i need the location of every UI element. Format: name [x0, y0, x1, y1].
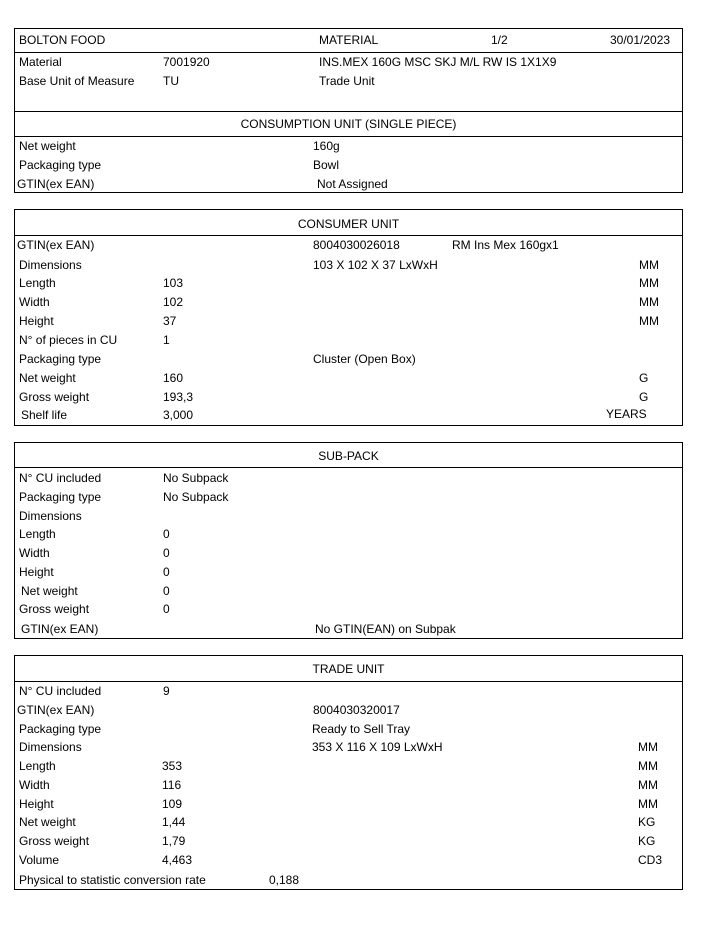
net-weight-value: 0: [163, 584, 170, 598]
rule: [14, 889, 683, 890]
gross-weight-label: Gross weight: [19, 390, 90, 404]
rule: [14, 638, 683, 639]
height-value: 0: [163, 565, 170, 579]
net-weight-label: Net weight: [21, 584, 78, 598]
length-value: 103: [163, 276, 184, 290]
gtin-label: GTIN(ex EAN): [21, 622, 99, 636]
unit: KG: [638, 834, 656, 848]
rule: [14, 111, 683, 112]
packaging-type-label: Packaging type: [19, 490, 102, 504]
height-label: Height: [19, 797, 54, 811]
cu-included-value: No Subpack: [163, 471, 229, 485]
gross-weight-value: 1,79: [162, 834, 186, 848]
gross-weight-value: 0: [163, 602, 170, 616]
material-value: 7001920: [163, 55, 210, 69]
packaging-type-label: Packaging type: [19, 722, 102, 736]
length-label: Length: [19, 759, 56, 773]
gtin-value: No GTIN(EAN) on Subpak: [315, 622, 456, 636]
gtin-value: 8004030320017: [313, 703, 400, 717]
unit: MM: [638, 797, 658, 811]
packaging-type-value: Cluster (Open Box): [313, 352, 416, 366]
length-label: Length: [19, 527, 56, 541]
rule: [14, 655, 15, 889]
rule: [14, 192, 683, 193]
net-weight-value: 1,44: [162, 815, 186, 829]
dimensions-label: Dimensions: [19, 509, 82, 523]
rule: [14, 52, 683, 53]
section-title: CONSUMPTION UNIT (SINGLE PIECE): [240, 117, 457, 131]
unit: MM: [638, 740, 658, 754]
rule: [14, 425, 683, 426]
unit: MM: [639, 276, 659, 290]
conversion-rate-value: 0,188: [269, 873, 300, 887]
company-name: BOLTON FOOD: [19, 33, 106, 47]
cu-included-label: N° CU included: [19, 471, 102, 485]
unit: MM: [638, 759, 658, 773]
base-unit-text: Trade Unit: [319, 74, 375, 88]
base-unit-label: Base Unit of Measure: [19, 74, 135, 88]
packaging-type-label: Packaging type: [19, 352, 102, 366]
unit: CD3: [638, 853, 663, 867]
net-weight-value: 160: [163, 371, 184, 385]
rule: [14, 467, 683, 468]
width-value: 102: [163, 295, 184, 309]
unit: MM: [638, 778, 658, 792]
rule: [14, 442, 15, 638]
width-label: Width: [19, 295, 50, 309]
rule: [14, 28, 683, 29]
gtin-description: RM Ins Mex 160gx1: [452, 238, 559, 252]
document-date: 30/01/2023: [610, 33, 671, 47]
rule: [14, 655, 683, 656]
length-label: Length: [19, 276, 56, 290]
rule: [14, 209, 683, 210]
cu-included-label: N° CU included: [19, 684, 102, 698]
height-value: 109: [162, 797, 183, 811]
pieces-value: 1: [163, 333, 170, 347]
gtin-value: 8004030026018: [313, 238, 400, 252]
gtin-value: Not Assigned: [317, 177, 388, 191]
rule: [682, 209, 683, 425]
dimensions-value: 353 X 116 X 109 LxWxH: [312, 740, 443, 754]
section-title: SUB-PACK: [318, 449, 379, 463]
unit: YEARS: [606, 407, 647, 421]
gross-weight-value: 193,3: [163, 390, 194, 404]
height-value: 37: [163, 314, 177, 328]
rule: [14, 136, 683, 137]
doc-type: MATERIAL: [319, 33, 379, 47]
gtin-label: GTIN(ex EAN): [17, 177, 95, 191]
height-label: Height: [19, 565, 54, 579]
rule: [14, 442, 683, 443]
width-value: 116: [162, 778, 182, 792]
gtin-label: GTIN(ex EAN): [17, 703, 95, 717]
shelf-life-label: Shelf life: [21, 408, 68, 422]
width-label: Width: [19, 778, 50, 792]
rule: [682, 655, 683, 889]
volume-value: 4,463: [162, 853, 193, 867]
height-label: Height: [19, 314, 54, 328]
rule: [14, 209, 15, 425]
pieces-label: N° of pieces in CU: [19, 333, 118, 347]
shelf-life-value: 3,000: [163, 408, 194, 422]
packaging-type-value: No Subpack: [163, 490, 229, 504]
width-value: 0: [163, 546, 170, 560]
dimensions-label: Dimensions: [19, 258, 82, 272]
section-title: TRADE UNIT: [312, 662, 385, 676]
base-unit-value: TU: [163, 74, 179, 88]
material-description: INS.MEX 160G MSC SKJ M/L RW IS 1X1X9: [319, 55, 557, 69]
unit: KG: [638, 815, 656, 829]
unit: MM: [639, 258, 659, 272]
net-weight-value: 160g: [313, 139, 340, 153]
dimensions-label: Dimensions: [19, 740, 82, 754]
packaging-type-label: Packaging type: [19, 158, 102, 172]
net-weight-label: Net weight: [19, 371, 76, 385]
gross-weight-label: Gross weight: [19, 834, 90, 848]
section-title: CONSUMER UNIT: [297, 217, 400, 231]
rule: [682, 442, 683, 638]
packaging-type-value: Ready to Sell Tray: [312, 722, 411, 736]
rule: [682, 28, 683, 192]
volume-label: Volume: [19, 853, 60, 867]
gross-weight-label: Gross weight: [19, 602, 90, 616]
rule: [14, 235, 683, 236]
length-value: 353: [162, 759, 183, 773]
unit: MM: [639, 314, 659, 328]
width-label: Width: [19, 546, 50, 560]
page-number: 1/2: [491, 33, 508, 47]
rule: [14, 681, 683, 682]
gtin-label: GTIN(ex EAN): [17, 238, 95, 252]
material-label: Material: [19, 55, 62, 69]
unit: MM: [639, 295, 659, 309]
length-value: 0: [163, 527, 170, 541]
rule: [14, 28, 15, 192]
conversion-rate-label: Physical to statistic conversion rate: [19, 873, 206, 887]
unit: G: [639, 390, 649, 404]
dimensions-value: 103 X 102 X 37 LxWxH: [313, 258, 438, 272]
cu-included-value: 9: [163, 684, 170, 698]
net-weight-label: Net weight: [19, 139, 76, 153]
net-weight-label: Net weight: [19, 815, 76, 829]
unit: G: [639, 371, 649, 385]
packaging-type-value: Bowl: [313, 158, 340, 172]
